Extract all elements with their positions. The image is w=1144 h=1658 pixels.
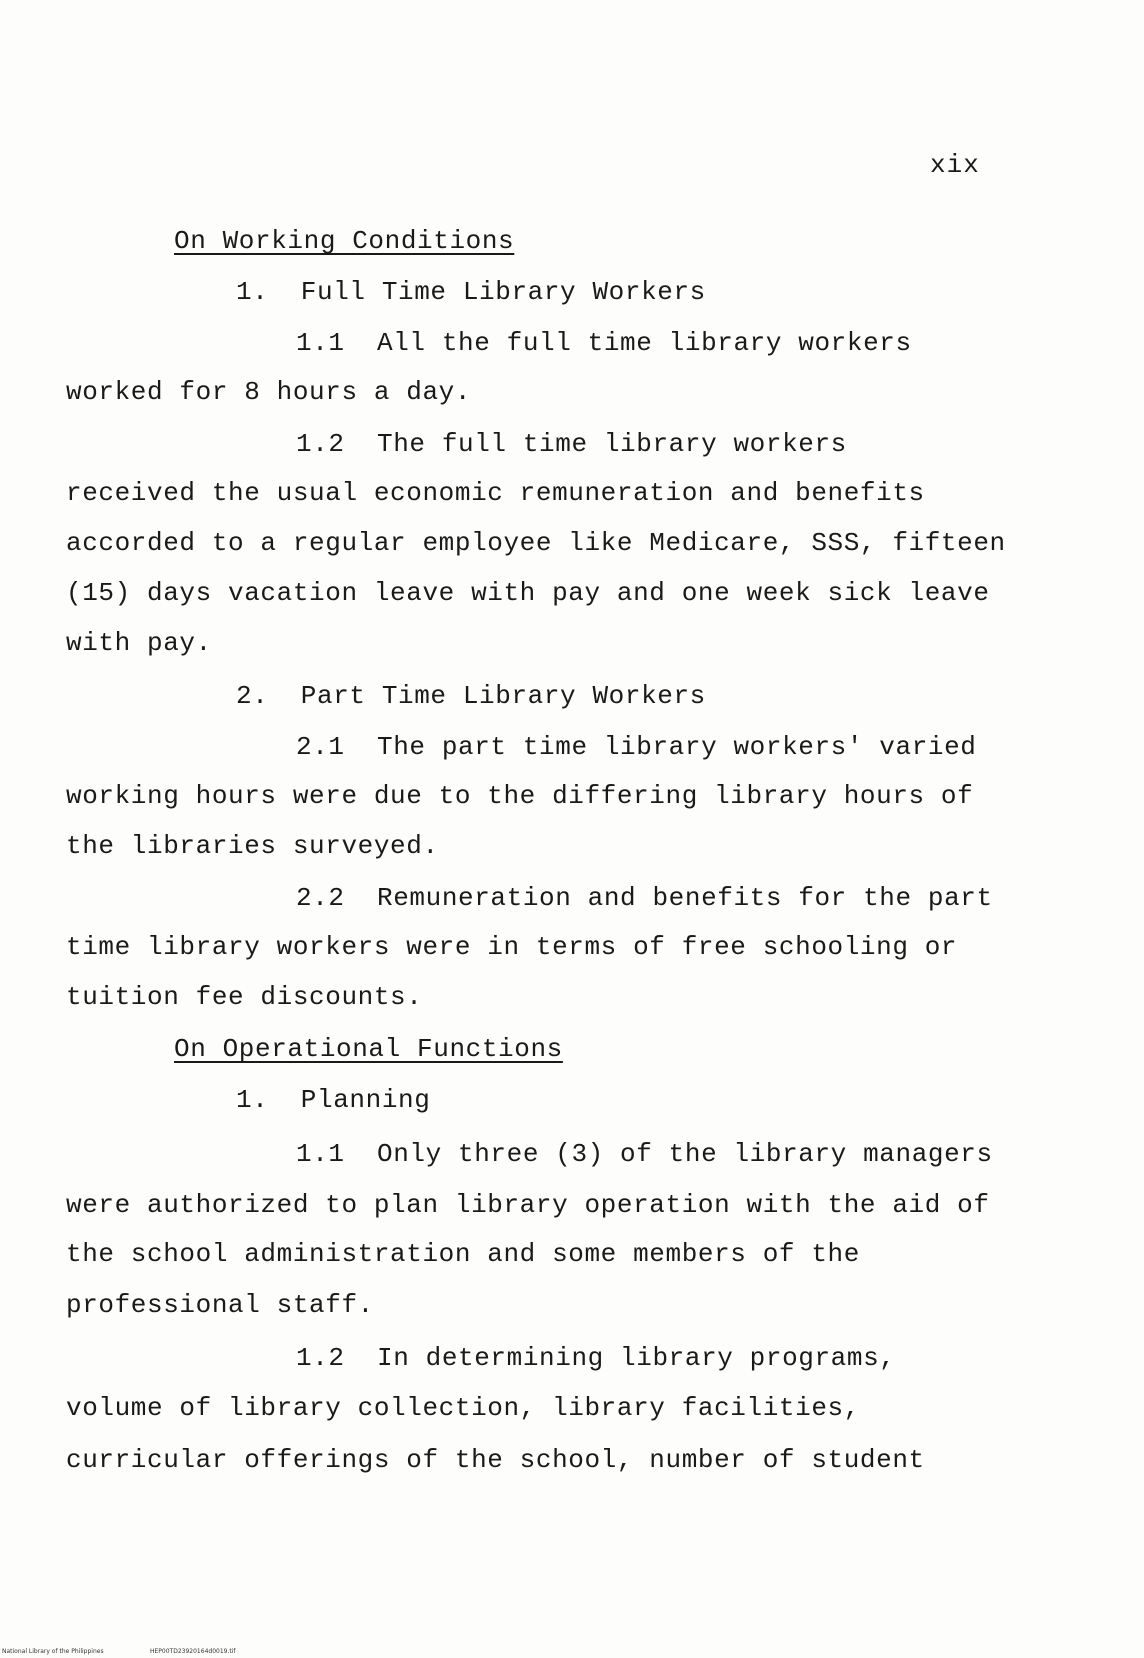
list-item-planning: 1. Planning (236, 1085, 431, 1115)
page-number: xix (930, 150, 980, 180)
paragraph-line: professional staff. (66, 1290, 374, 1320)
paragraph-line: the libraries surveyed. (66, 831, 439, 861)
paragraph-line: time library workers were in terms of free schooling or (66, 932, 958, 962)
footer-file-id: HEP00TD23920164d0019.tif (150, 1648, 236, 1655)
paragraph-line: tuition fee discounts. (66, 982, 423, 1012)
paragraph-line: accorded to a regular employee like Medicare, SSS, fifteen (66, 528, 1006, 558)
paragraph-line: 2.2 Remuneration and benefits for the part (296, 883, 993, 913)
paragraph-line: with pay. (66, 628, 212, 658)
list-item-part-time: 2. Part Time Library Workers (236, 681, 706, 711)
paragraph-line: 2.1 The part time library workers' varied (296, 732, 977, 762)
paragraph-line: the school administration and some members of the (66, 1239, 860, 1269)
paragraph-line: working hours were due to the differing library hours of (66, 781, 974, 811)
paragraph-line: volume of library collection, library facilities, (66, 1393, 860, 1423)
paragraph-line: 1.1 Only three (3) of the library managers (296, 1139, 993, 1169)
list-item-full-time: 1. Full Time Library Workers (236, 277, 706, 307)
paragraph-line: 1.1 All the full time library workers (296, 328, 912, 358)
paragraph-line: received the usual economic remuneration and benefits (66, 478, 925, 508)
paragraph-line: (15) days vacation leave with pay and one week sick leave (66, 578, 990, 608)
section-heading-working-conditions: On Working Conditions (174, 226, 515, 256)
paragraph-line: 1.2 In determining library programs, (296, 1343, 896, 1373)
paragraph-line: worked for 8 hours a day. (66, 377, 472, 407)
section-heading-operational-functions: On Operational Functions (174, 1034, 563, 1064)
footer-library-credit: National Library of the Philippines (2, 1648, 104, 1655)
paragraph-line: 1.2 The full time library workers (296, 429, 847, 459)
paragraph-line: curricular offerings of the school, number of student (66, 1445, 925, 1475)
paragraph-line: were authorized to plan library operation with the aid of (66, 1190, 990, 1220)
